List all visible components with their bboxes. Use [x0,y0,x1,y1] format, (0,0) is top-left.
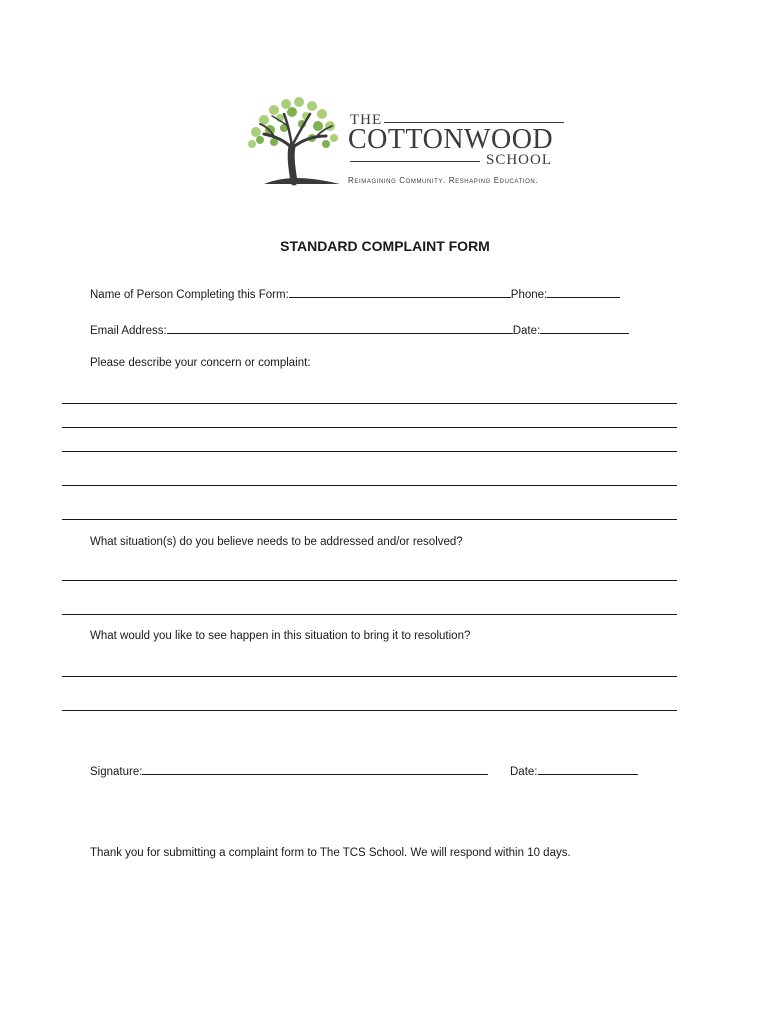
email-field[interactable] [167,321,513,334]
concern-line[interactable] [62,519,677,520]
situation-prompt: What situation(s) do you believe needs to be addressed and/or resolved? [90,536,463,548]
signature-label: Signature: [90,766,143,778]
date-label: Date: [512,325,541,337]
signature-field[interactable] [142,762,488,775]
signature-date-field[interactable] [538,762,638,775]
resolution-prompt: What would you like to see happen in this situation to bring it to resolution? [90,630,471,642]
name-label: Name of Person Completing this Form: [90,289,289,301]
resolution-line[interactable] [62,710,677,711]
concern-line[interactable] [62,403,677,404]
thank-you-note: Thank you for submitting a complaint form to The TCS School. We will respond within 10 days. [90,847,571,859]
concern-prompt: Please describe your concern or complaint: [90,357,311,369]
signature-date-row [510,762,638,778]
signature-date-label: Date: [510,766,538,778]
email-label: Email Address: [90,325,167,337]
logo-divider [350,161,480,162]
situation-line[interactable] [62,614,677,615]
phone-field[interactable] [547,285,620,298]
concern-line[interactable] [62,451,677,452]
phone-label: Phone: [510,289,548,301]
concern-line[interactable] [62,485,677,486]
logo-school: SCHOOL [486,152,553,168]
school-logo [244,96,574,192]
date-field[interactable] [540,321,629,334]
logo-the: THE [350,112,383,128]
logo-tagline: Reimagining Community. Reshaping Education. [348,176,539,185]
signature-row [90,762,488,778]
concern-line[interactable] [62,427,677,428]
form-title: STANDARD COMPLAINT FORM [280,238,490,254]
logo-divider [384,122,564,123]
tree-logo-icon [244,96,344,188]
situation-line[interactable] [62,580,677,581]
resolution-line[interactable] [62,676,677,677]
name-field[interactable] [289,285,511,298]
email-date-row [90,321,629,337]
name-phone-row [90,285,620,301]
logo-name: COTTONWOOD [348,124,554,155]
